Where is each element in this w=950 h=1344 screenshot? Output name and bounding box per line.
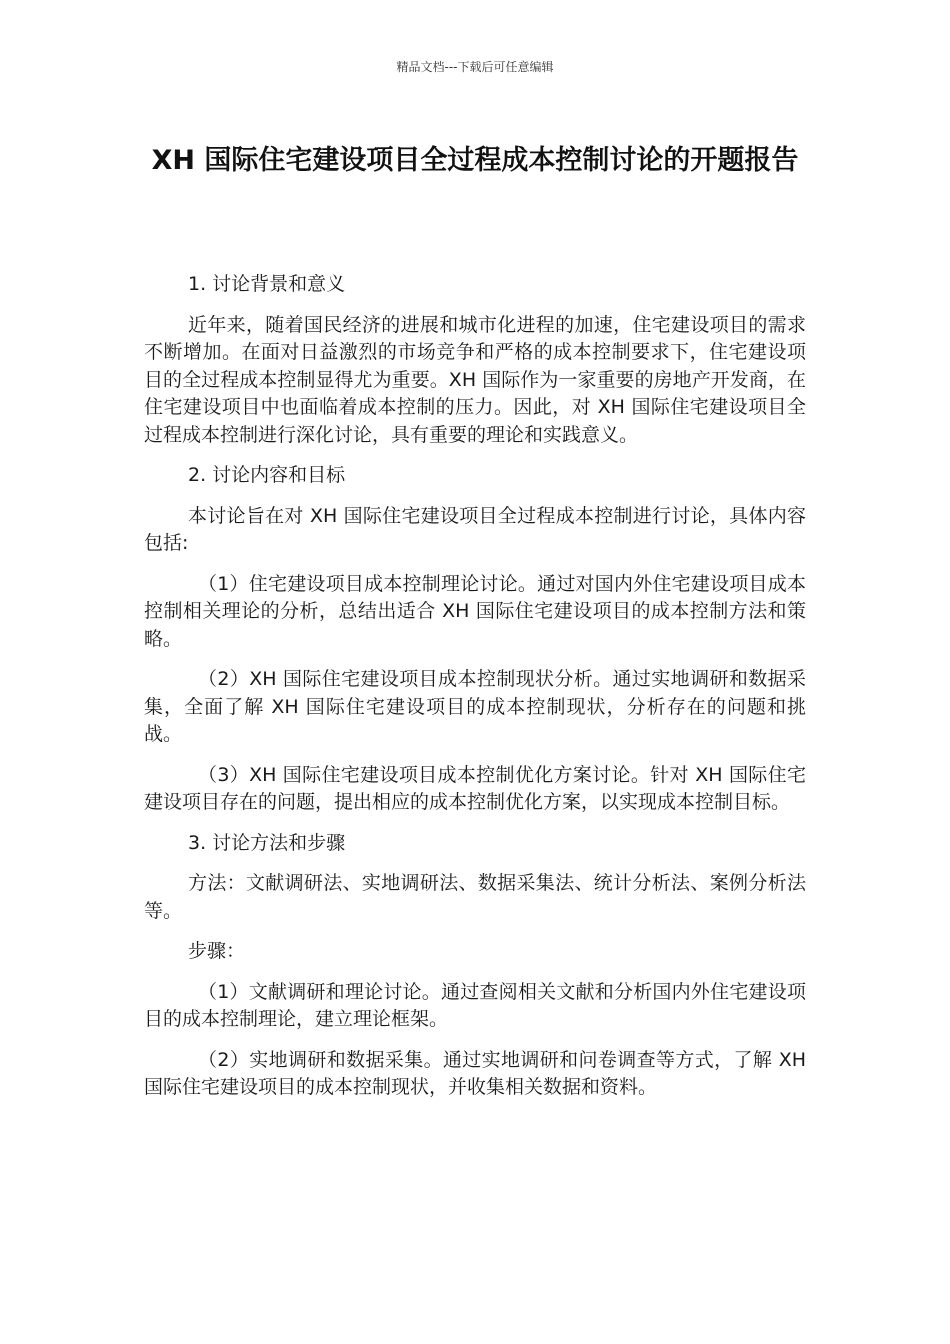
section-heading: 2. 讨论内容和目标 [188, 464, 346, 486]
list-item: （3）XH 国际住宅建设项目成本控制优化方案讨论。针对 XH 国际住宅建设项目存在的问题，提出相应的成本控制优化方案，以实现成本控制目标。 [144, 763, 806, 813]
document-title: XH 国际住宅建设项目全过程成本控制讨论的开题报告 [151, 145, 799, 176]
header-note: 精品文档---下载后可任意编辑 [396, 60, 554, 74]
list-item: （1）住宅建设项目成本控制理论讨论。通过对国内外住宅建设项目成本控制相关理论的分析，总结出适合 XH 国际住宅建设项目的成本控制方法和策略。 [144, 572, 806, 650]
list-item: （2）实地调研和数据采集。通过实地调研和问卷调查等方式，了解 XH 国际住宅建设项目的成本控制现状，并收集相关数据和资料。 [144, 1048, 806, 1098]
list-item: （2）XH 国际住宅建设项目成本控制现状分析。通过实地调研和数据采集，全面了解 XH 国际住宅建设项目的成本控制现状，分析存在的问题和挑战。 [144, 668, 806, 745]
section-heading: 3. 讨论方法和步骤 [188, 831, 346, 854]
section-heading: 1. 讨论背景和意义 [188, 273, 346, 295]
document-body [144, 271, 806, 1115]
paragraph: 本讨论旨在对 XH 国际住宅建设项目全过程成本控制进行讨论，具体内容包括: [144, 504, 806, 554]
paragraph: 近年来，随着国民经济的进展和城市化进程的加速，住宅建设项目的需求不断增加。在面对日益激烈的市场竞争和严格的成本控制要求下，住宅建设项目的全过程成本控制显得尤为重要。XH 国际作为一家重要的房地产开发商，在住宅建设项目中也面临着成本控制的压力。因此，对 XH 国际住宅建设项目全过程成本控制进行深化讨论，具有重要的理论和实践意义。 [144, 313, 806, 446]
list-item: （1）文献调研和理论讨论。通过查阅相关文献和分析国内外住宅建设项目的成本控制理论，建立理论框架。 [144, 980, 806, 1030]
paragraph: 方法：文献调研法、实地调研法、数据采集法、统计分析法、案例分析法等。 [144, 872, 806, 922]
paragraph: 步骤： [188, 940, 246, 962]
